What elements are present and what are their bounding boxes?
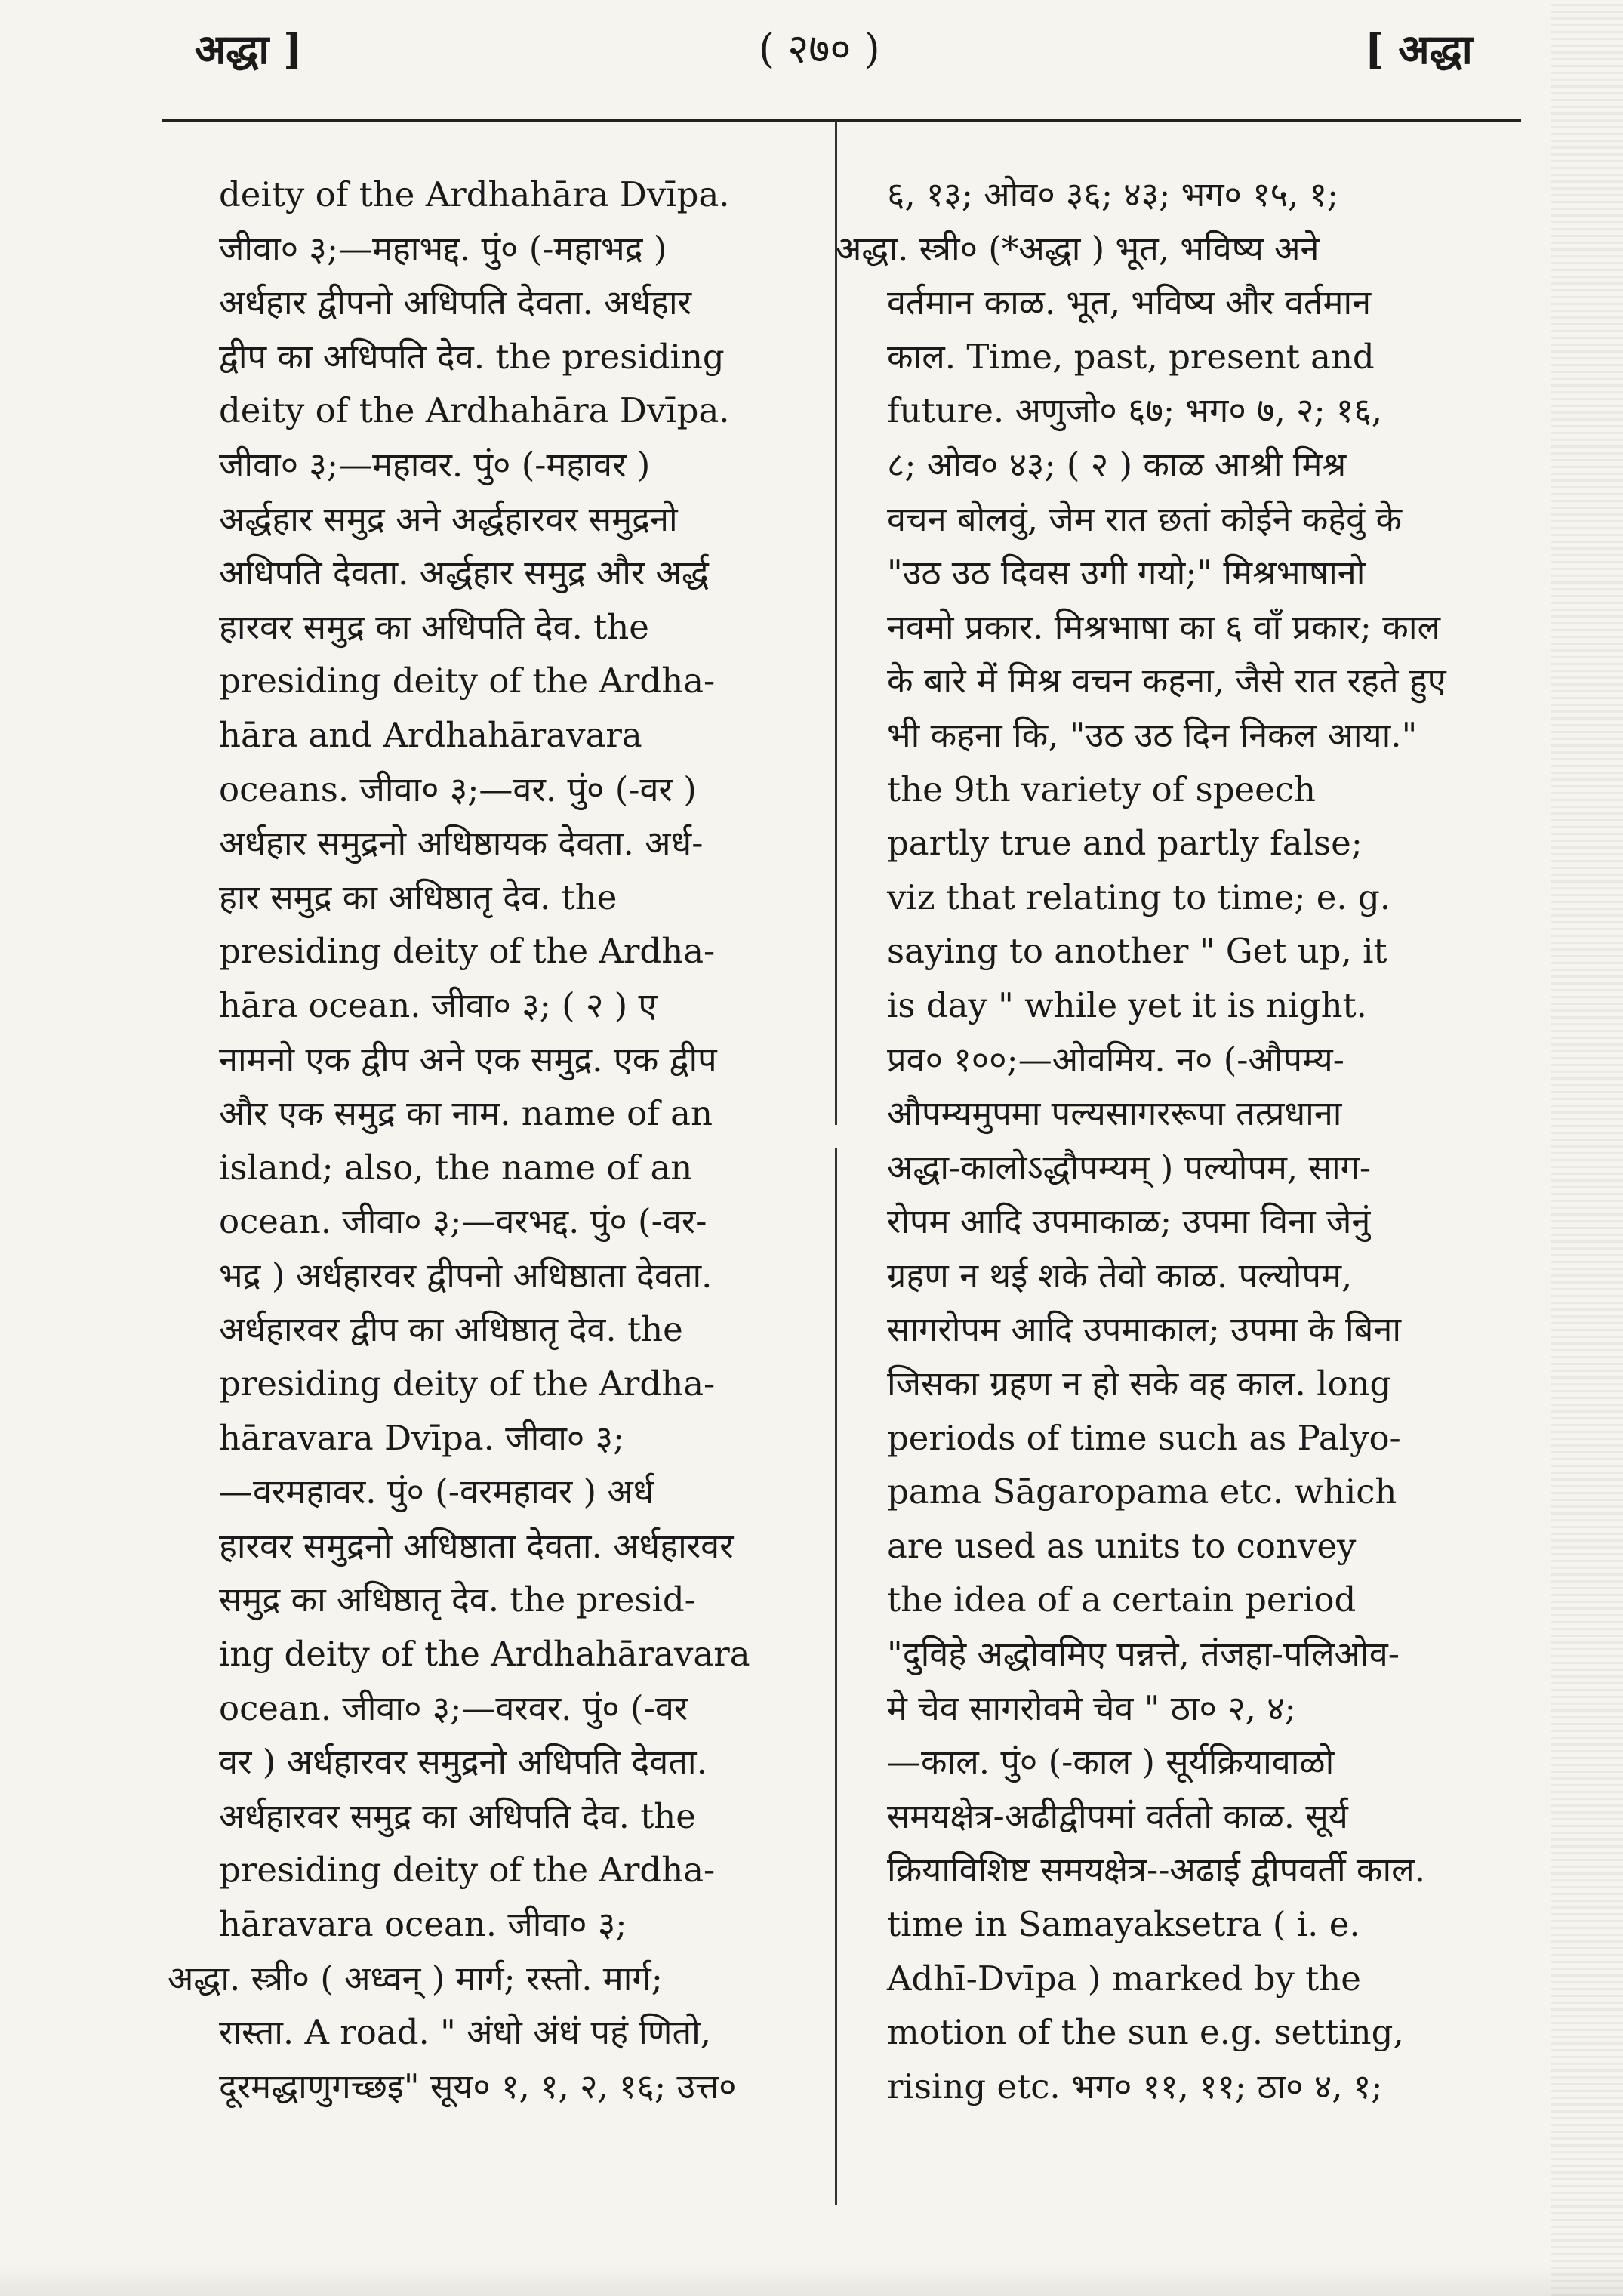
text-line: ocean. जीवा० ३;—वरवर. पुं० (-वर (219, 1687, 688, 1728)
text-line: Adhī-Dvīpa ) marked by the (887, 1958, 1361, 1999)
text-line: time in Samayaksetra ( i. e. (887, 1904, 1360, 1944)
text-line: "दुविहे अद्धोवमिए पन्नत्ते, तंजहा-पलिओव- (887, 1634, 1400, 1675)
text-line: presiding deity of the Ardha- (219, 661, 716, 701)
text-line: अद्धा-कालोऽद्धौपम्यम् ) पल्योपम, साग- (887, 1147, 1372, 1188)
scan-edge-noise (1551, 0, 1623, 2296)
column-divider-lower (835, 1148, 837, 2205)
left-column (168, 168, 808, 2113)
text-line: मे चेव सागरोवमे चेव " ठा० २, ४; (887, 1687, 1296, 1728)
text-line: pama Sāgaropama etc. which (887, 1472, 1397, 1512)
text-line: जिसका ग्रहण न हो सके वह काल. long (887, 1364, 1392, 1404)
text-line: —वरमहावर. पुं० (-वरमहावर ) अर्ध (219, 1472, 654, 1512)
text-line: के बारे में मिश्र वचन कहना, जैसे रात रहते हुए (887, 661, 1446, 701)
text-line: is day " while yet it is night. (887, 985, 1367, 1025)
header-right-guide-word: [ अद्धा (1365, 25, 1473, 73)
text-line: रोपम आदि उपमाकाळ; उपमा विना जेनुं (887, 1201, 1371, 1242)
text-line: presiding deity of the Ardha- (219, 1364, 716, 1404)
text-line: deity of the Ardhahāra Dvīpa. (219, 174, 730, 214)
text-line: प्रव० १००;—ओवमिय. न० (-औपम्य- (887, 1039, 1344, 1080)
text-line: are used as units to convey (887, 1525, 1357, 1566)
text-line: ing deity of the Ardhahāravara (219, 1634, 750, 1675)
text-line: वर ) अर्धहारवर समुद्रनो अधिपति देवता. (219, 1742, 707, 1783)
text-line: hāra ocean. जीवा० ३; ( २ ) ए (219, 985, 658, 1025)
text-line: भद्र ) अर्धहारवर द्वीपनो अधिष्ठाता देवता. (219, 1255, 713, 1296)
text-line: हारवर समुद्र का अधिपति देव. the (219, 606, 649, 647)
text-line: "उठ उठ दिवस उगी गयो;" मिश्रभाषानो (887, 553, 1366, 593)
text-line: जीवा० ३;—महाभद्द. पुं० (-महाभद्र ) (219, 228, 667, 269)
text-line: अर्द्धहार समुद्र अने अर्द्धहारवर समुद्रनो (219, 498, 678, 539)
text-line: समुद्र का अधिष्ठातृ देव. the presid- (219, 1579, 696, 1620)
text-line: नवमो प्रकार. मिश्रभाषा का ६ वाँ प्रकार; काल (887, 606, 1441, 647)
text-line: future. अणुजो० ६७; भग० ७, २; १६, (887, 390, 1383, 431)
header-left-guide-word: अद्धा ] (195, 25, 303, 73)
text-line: समयक्षेत्र-अढीद्वीपमां वर्ततो काळ. सूर्य (887, 1795, 1348, 1836)
text-line: partly true and partly false; (887, 823, 1363, 864)
text-line: viz that relating to time; e. g. (887, 877, 1391, 917)
text-line: hāra and Ardhahāravara (219, 714, 642, 755)
text-line: अद्धा. स्त्री० ( अध्वन् ) मार्ग; रस्तो. मार्ग; (168, 1958, 663, 1999)
text-line: ६, १३; ओव० ३६; ४३; भग० १५, १; (887, 174, 1339, 214)
page-number: ( २७० ) (759, 25, 880, 72)
text-line: ८; ओव० ४३; ( २ ) काळ आश्री मिश्र (887, 444, 1347, 485)
text-line: रास्ता. A road. " अंधो अंधं पहं णितो, (219, 2012, 712, 2053)
text-line: deity of the Ardhahāra Dvīpa. (219, 390, 730, 431)
text-line: rising etc. भग० ११, ११; ठा० ४, १; (887, 2066, 1383, 2106)
text-line: saying to another " Get up, it (887, 931, 1387, 972)
text-line: अर्धहार द्वीपनो अधिपति देवता. अर्धहार (219, 282, 692, 323)
text-line: अर्धहार समुद्रनो अधिष्ठायक देवता. अर्ध- (219, 823, 704, 864)
text-line: अधिपति देवता. अर्द्धहार समुद्र और अर्द्ध (219, 553, 709, 593)
text-line: —काल. पुं० (-काल ) सूर्यक्रियावाळो (887, 1742, 1335, 1783)
text-line: presiding deity of the Ardha- (219, 931, 716, 972)
text-line: अर्धहारवर द्वीप का अधिष्ठातृ देव. the (219, 1309, 683, 1350)
text-line: island; also, the name of an (219, 1147, 693, 1188)
text-line: हार समुद्र का अधिष्ठातृ देव. the (219, 877, 617, 917)
text-line: ocean. जीवा० ३;—वरभद्द. पुं० (-वर- (219, 1201, 707, 1242)
text-line: वर्तमान काळ. भूत, भविष्य और वर्तमान (887, 282, 1372, 323)
text-line: वचन बोलवुं, जेम रात छतां कोईने कहेवुं के (887, 498, 1403, 539)
text-line: presiding deity of the Ardha- (219, 1850, 716, 1891)
text-line: सागरोपम आदि उपमाकाल; उपमा के बिना (887, 1309, 1401, 1350)
text-line: ग्रहण न थई शके तेवो काळ. पल्योपम, (887, 1255, 1353, 1296)
text-line: अद्धा. स्त्री० (*अद्धा ) भूत, भविष्य अने (836, 228, 1320, 269)
text-line: hāravara ocean. जीवा० ३; (219, 1904, 627, 1944)
text-line: motion of the sun e.g. setting, (887, 2012, 1404, 2053)
text-line: periods of time such as Palyo- (887, 1417, 1401, 1458)
text-line: काल. Time, past, present and (887, 336, 1375, 377)
text-line: the idea of a certain period (887, 1579, 1357, 1620)
page-header (0, 0, 1623, 113)
text-line: क्रियाविशिष्ट समयक्षेत्र--अढाई द्वीपवर्ती काल. (887, 1850, 1425, 1891)
text-line: अर्धहारवर समुद्र का अधिपति देव. the (219, 1795, 696, 1836)
text-line: औपम्यमुपमा पल्यसागररूपा तत्प्रधाना (887, 1093, 1342, 1134)
text-line: the 9th variety of speech (887, 769, 1316, 809)
scan-bottom-shade (0, 2266, 1623, 2296)
text-line: oceans. जीवा० ३;—वर. पुं० (-वर ) (219, 769, 697, 809)
text-line: नामनो एक द्वीप अने एक समुद्र. एक द्वीप (219, 1039, 717, 1080)
text-line: द्वीप का अधिपति देव. the presiding (219, 336, 725, 377)
text-line: और एक समुद्र का नाम. name of an (219, 1093, 713, 1134)
text-line: hāravara Dvīpa. जीवा० ३; (219, 1417, 625, 1458)
text-line: जीवा० ३;—महावर. पुं० (-महावर ) (219, 444, 651, 485)
right-column (836, 168, 1491, 2113)
text-line: भी कहना कि, "उठ उठ दिन निकल आया." (887, 714, 1418, 755)
text-line: हारवर समुद्रनो अधिष्ठाता देवता. अर्धहारवर (219, 1525, 734, 1566)
text-line: दूरमद्धाणुगच्छइ" सूय० १, १, २, १६; उत्त० (219, 2066, 737, 2106)
header-rule (162, 119, 1521, 122)
